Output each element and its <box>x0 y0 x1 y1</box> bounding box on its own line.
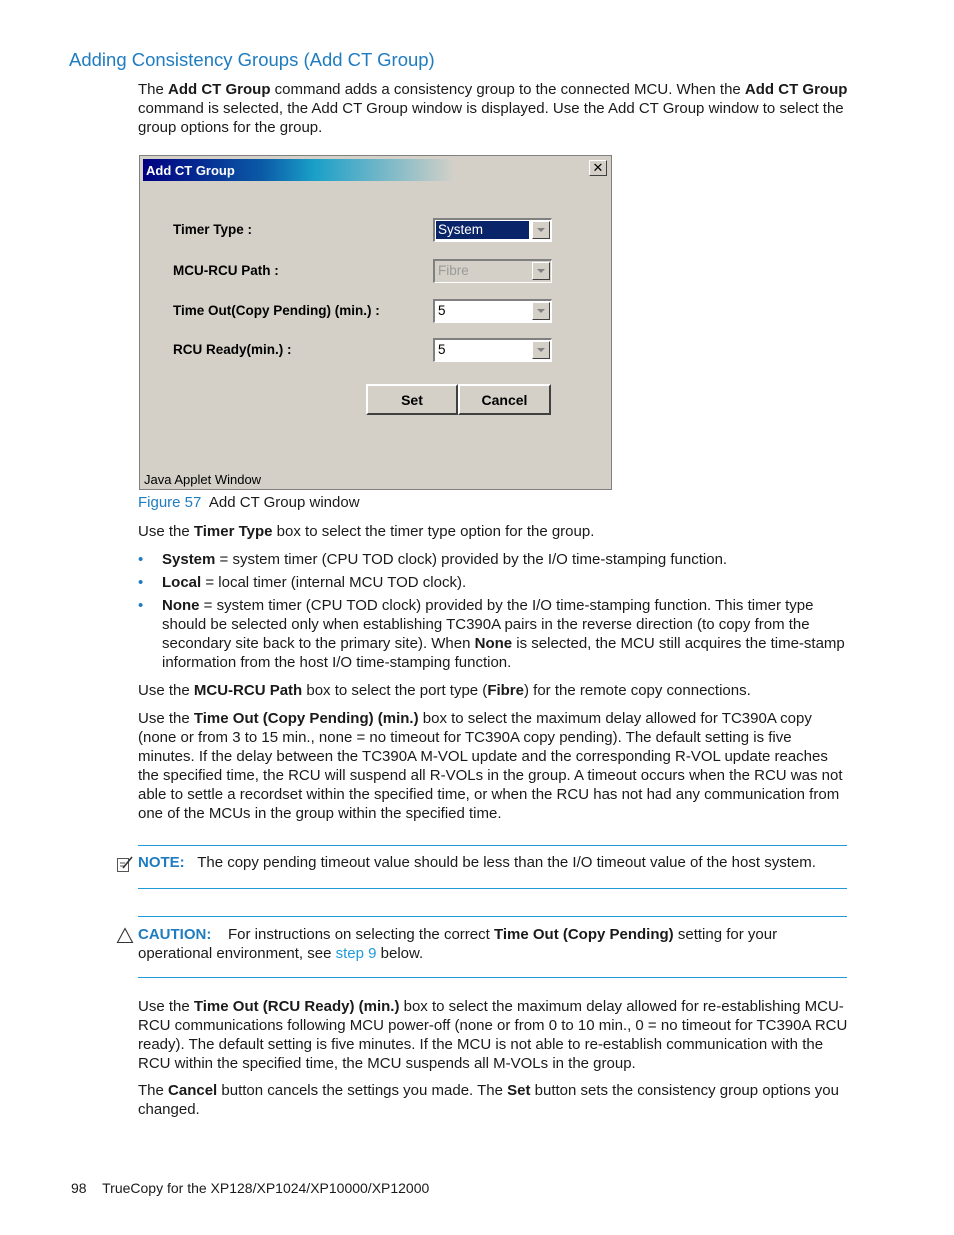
timer-options-list <box>138 550 850 672</box>
timer-type-label: Timer Type : <box>173 222 253 237</box>
timeout-copy-pending-value: 5 <box>438 303 446 318</box>
cancel-button[interactable]: Cancel <box>458 384 551 415</box>
chevron-down-icon[interactable] <box>532 341 550 359</box>
rcu-ready-value: 5 <box>438 342 446 357</box>
timer-type-select[interactable] <box>433 218 552 242</box>
caution-top-rule <box>138 916 847 917</box>
page-number: 98 <box>71 1180 87 1196</box>
timeout-copy-pending-select[interactable] <box>433 299 552 323</box>
timer-type-value: System <box>436 221 529 239</box>
section-heading: Adding Consistency Groups (Add CT Group) <box>69 49 435 70</box>
page-footer <box>71 1180 429 1196</box>
dialog-title: Add CT Group <box>146 163 235 178</box>
caution-icon <box>116 927 134 944</box>
note-top-rule <box>138 845 847 846</box>
chevron-down-icon <box>532 262 550 280</box>
rcu-ready-select[interactable] <box>433 338 552 362</box>
rcu-ready-label: RCU Ready(min.) : <box>173 342 292 357</box>
caution-text: CAUTION: For instructions on selecting the correct Time Out (Copy Pending) setting for your operational environment, see step 9 below. <box>138 926 778 962</box>
chevron-down-icon[interactable] <box>532 221 550 239</box>
chevron-down-icon[interactable] <box>532 302 550 320</box>
note-text: NOTE: The copy pending timeout value should be less than the I/O timeout value of the host system. <box>138 854 816 871</box>
mcu-rcu-path-value: Fibre <box>438 263 469 278</box>
mcu-rcu-path-label: MCU-RCU Path : <box>173 263 279 278</box>
timeout-paragraph: Use the Time Out (Copy Pending) (min.) box to select the maximum delay allowed for TC390A copy (none or from 3 to 15 min., none = no timeout for TC390A copy pending). The default setting is five minutes. If the delay between the TC390A M-VOL update and the corresponding R-VOL update reaches the specified time, the RCU will suspend all R-VOLs in the group. A timeout occurs when the RCU was not able to settle a recordset within the specified time, or when the RCU has not had any communication from one of the MCUs in the group within the specified time. <box>138 710 843 822</box>
dialog-titlebar[interactable] <box>143 159 455 181</box>
note-icon <box>116 855 134 873</box>
caution-bottom-rule <box>138 977 847 978</box>
document-title: TrueCopy for the XP128/XP1024/XP10000/XP12000 <box>102 1180 430 1196</box>
mcu-rcu-path-select <box>433 259 552 283</box>
cancel-set-paragraph: The Cancel button cancels the settings you made. The Set button sets the consistency group options you changed. <box>138 1082 839 1118</box>
set-button[interactable]: Set <box>366 384 458 415</box>
intro-paragraph: The Add CT Group command adds a consistency group to the connected MCU. When the Add CT Group command is selected, the Add CT Group window is displayed. Use the Add CT Group window to select the group options for the group. <box>138 81 848 136</box>
figure-caption: Figure 57 Add CT Group window <box>138 494 360 511</box>
java-applet-label: Java Applet Window <box>144 472 262 487</box>
rcu-ready-paragraph: Use the Time Out (RCU Ready) (min.) box to select the maximum delay allowed for re-establishing MCU-RCU communications following MCU power-off (none or from 0 to 10 min., 0 = no timeout for TC390A RCU ready). The default setting is five minutes. If the MCU is not able to re-establish communication with the RCU within the specified time, the MCU suspends all M-VOLs in the group. <box>138 998 848 1072</box>
add-ct-group-dialog <box>139 155 612 490</box>
list-item: • None = system timer (CPU TOD clock) provided by the I/O time-stamping function. This timer type should be selected only when establishing TC390A pairs in the reverse direction (to copy from the secondary site back to the primary site). When None is selected, the MCU still acquires the time-stamp information from the host I/O time-stamping function. <box>138 596 850 672</box>
step-9-link[interactable]: step 9 <box>335 945 377 962</box>
timeout-copy-pending-label: Time Out(Copy Pending) (min.) : <box>173 303 380 318</box>
close-icon[interactable]: ✕ <box>589 160 607 176</box>
list-item: • Local = local timer (internal MCU TOD clock). <box>138 573 850 592</box>
timer-type-paragraph: Use the Timer Type box to select the timer type option for the group. <box>138 523 595 540</box>
note-bottom-rule <box>138 888 847 889</box>
mcu-rcu-path-paragraph: Use the MCU-RCU Path box to select the port type (Fibre) for the remote copy connections. <box>138 682 751 699</box>
list-item: • System = system timer (CPU TOD clock) provided by the I/O time-stamping function. <box>138 550 850 569</box>
